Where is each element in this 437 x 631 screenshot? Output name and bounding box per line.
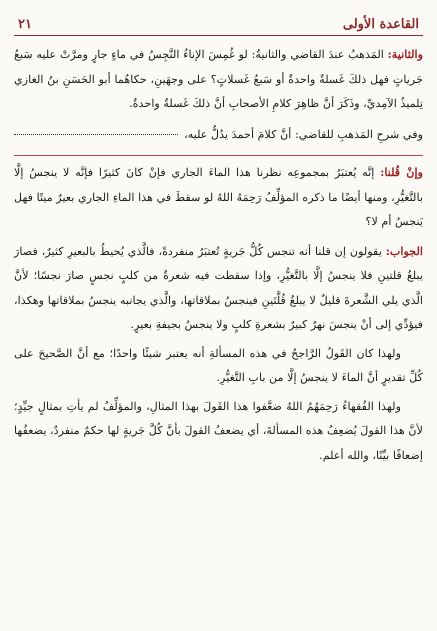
paragraph-text: إنَّه يُعتبَرُ بمجموعِه نظرنا هذا الماءَ الجاري فإنْ كانَ كثيرًا فإنَّه لا ينجسُ إلَّا بالتَّغيُّرِ، ومنها أيضًا ما ذكره المؤلِّفُ رَحِمَهُ اللهُ لو سقطَ في هذا الماءِ الجاري بعيرٌ ميتًا فهل يَنجسُ أم لا؟	[14, 166, 423, 228]
paragraph-if-we-say	[14, 160, 423, 235]
running-header	[14, 8, 423, 36]
paragraph-text: ولهذا الفُقهاءُ رَحِمَهُمُ اللهُ ضعَّفوا هذا القَولَ بهذا المثالِ، والمؤلِّفُ لم يأتِ بمثالٍ جيِّدٍ؛ لأنَّ هذا القولَ يُضعِفُ هذه المسألةَ، أي يضعفُ القولَ بأنَّ كُلَّ جَريةٍ لها حكمٌ منفردٌ، يضعفُها إضعافًا بيِّنًا، والله أعلم.	[14, 399, 423, 462]
section-divider	[14, 155, 423, 156]
paragraph-text: ولهذا كان القَولُ الرَّاجحُ في هذه المسألةِ أنه يعتبر شيئًا واحدًا؛ مع أنَّ الصَّحيحَ على كُلِّ تقديرٍ أنَّ الماءَ لا ينجسُ إلَّا من بابِ التَّغيُّرِ.	[14, 346, 423, 384]
paragraph-lead: وإنْ قُلنا:	[380, 165, 424, 179]
paragraph-text: وفي شرحِ المَذهبِ للقاضي: أنَّ كلامَ أحمدَ يدُلُّ عليه،	[184, 127, 423, 141]
paragraph-second-opinion	[14, 42, 423, 117]
main-text	[14, 42, 423, 468]
paragraph-lead: الجواب:	[385, 243, 423, 258]
paragraph-preferred-view	[14, 342, 423, 391]
paragraph-text: يقولون إن قلنا أنه تنجس كُلُّ جَريةٍ تُعتبَرُ منفردةً، فالَّذي يُحيطُ بالبعيرِ كثيرٌ، فصارَ يبلغُ قلتينِ فلا ينجسُ إلَّا بالتَّغيُّرِ، وإذا سقطت فيه شعرةٌ من كلبٍ نجسٍ صارَ نجسًا؛ لأنَّ الَّذي يلي الشَّعرةَ قليلٌ لا يبلغُ قُلَّتَينِ فينجسُ بملاقاتها، والَّذي يجانبه ينجسُ بملاقاتها وهكذا، فيؤدِّي إلى أنْ ينجسَ نهرٌ كبيرٌ بشعرةِ كلبٍ ولا ينجسُ بجيفةِ بعيرٍ.	[14, 244, 423, 331]
page-number: ٢١	[18, 17, 32, 32]
paragraph-lead: والثانية:	[387, 47, 423, 61]
paragraph-conclusion	[14, 395, 423, 469]
commentary-line	[14, 123, 423, 148]
paragraph-answer	[14, 239, 423, 338]
paragraph-text: المَذهبُ عندَ القاضي والثانيةُ: لو غُمِسَ الإناءُ النَّجِسُ في ماءٍ جارٍ ومرَّتْ عليه سَبعُ جَرياتٍ فهل ذلكَ غَسلةٌ واحدةٌ أو سَبعُ غَسلاتٍ؟ على وجهَينِ، حكاهُما أبو الحَسَنِ بنُ الغازي تِلميذُ الآمِديِّ، وذَكَرَ أنَّ ظاهِرَ كلامِ الأصحابِ أنَّ ذلكَ غَسلةٌ واحدةٌ.	[14, 48, 423, 110]
book-page	[14, 8, 423, 623]
chapter-title: القاعدة الأولى	[342, 17, 419, 32]
dotted-separator	[14, 134, 178, 135]
